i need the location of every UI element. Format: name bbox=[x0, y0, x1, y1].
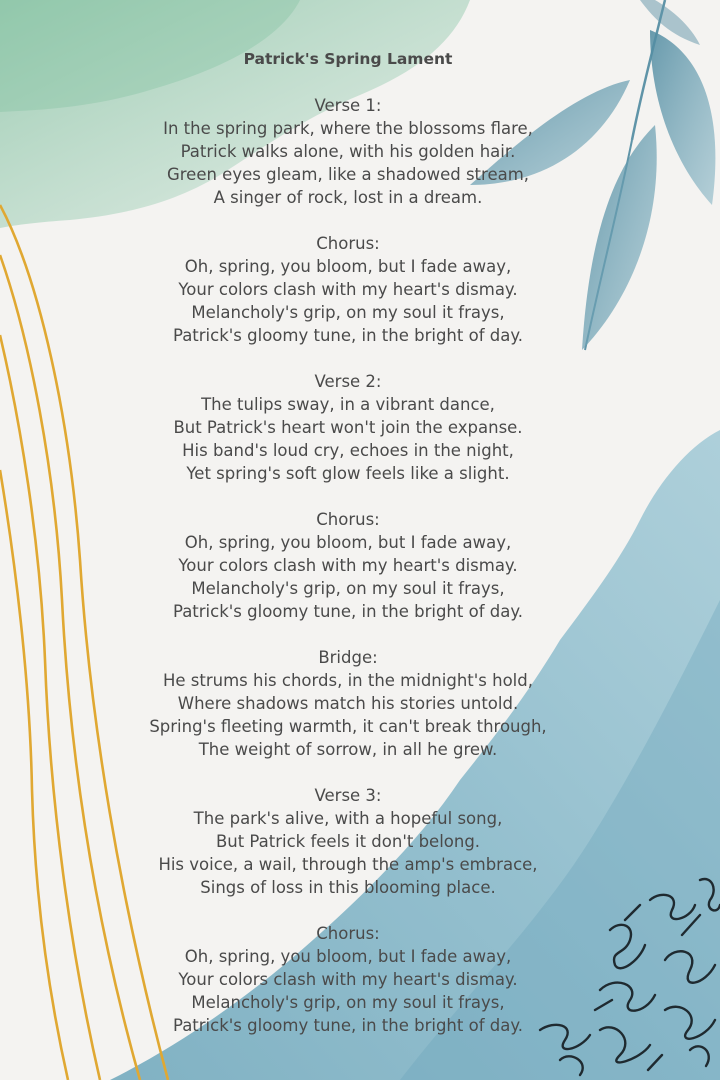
stanza-label: Chorus: bbox=[316, 234, 380, 253]
poem-line: Your colors clash with my heart's dismay. bbox=[178, 280, 518, 299]
stanza-label: Verse 3: bbox=[314, 786, 382, 805]
stanza-label: Chorus: bbox=[316, 924, 380, 943]
poem-line: The park's alive, with a hopeful song, bbox=[193, 809, 503, 828]
poem-line: The tulips sway, in a vibrant dance, bbox=[201, 395, 495, 414]
poem-line: His voice, a wail, through the amp's embrace, bbox=[158, 855, 538, 874]
stanza-label: Verse 1: bbox=[314, 96, 382, 115]
poem-line: Oh, spring, you bloom, but I fade away, bbox=[184, 257, 512, 276]
poem-line: Your colors clash with my heart's dismay. bbox=[178, 556, 518, 575]
poem-title: Patrick's Spring Lament bbox=[243, 50, 453, 68]
poem-line: Patrick's gloomy tune, in the bright of day. bbox=[172, 1016, 523, 1035]
stanza-label: Verse 2: bbox=[314, 372, 382, 391]
stanza bbox=[0, 370, 696, 485]
poem-line: Oh, spring, you bloom, but I fade away, bbox=[184, 533, 512, 552]
poem-line: In the spring park, where the blossoms flare, bbox=[163, 119, 533, 138]
poem-line: His band's loud cry, echoes in the night, bbox=[182, 441, 514, 460]
poem-line: Melancholy's grip, on my soul it frays, bbox=[191, 303, 505, 322]
poem-line: He strums his chords, in the midnight's hold, bbox=[162, 671, 533, 690]
stanza bbox=[0, 646, 696, 761]
poem-line: Melancholy's grip, on my soul it frays, bbox=[191, 579, 505, 598]
stanza bbox=[0, 508, 696, 623]
poem-line: Yet spring's soft glow feels like a slight. bbox=[186, 464, 510, 483]
poem-line: Spring's fleeting warmth, it can't break through, bbox=[149, 717, 547, 736]
poem-line: Oh, spring, you bloom, but I fade away, bbox=[184, 947, 512, 966]
stanza-label: Bridge: bbox=[318, 648, 378, 667]
poem bbox=[0, 48, 696, 1060]
stanza bbox=[0, 922, 696, 1037]
poem-line: Melancholy's grip, on my soul it frays, bbox=[191, 993, 505, 1012]
stanza bbox=[0, 232, 696, 347]
poem-line: Green eyes gleam, like a shadowed stream, bbox=[166, 165, 530, 184]
poem-line: Patrick's gloomy tune, in the bright of day. bbox=[172, 326, 523, 345]
poem-line: The weight of sorrow, in all he grew. bbox=[198, 740, 498, 759]
poem-line: Patrick walks alone, with his golden hair. bbox=[180, 142, 516, 161]
poem-line: Your colors clash with my heart's dismay. bbox=[178, 970, 518, 989]
poem-line: Sings of loss in this blooming place. bbox=[200, 878, 496, 897]
poem-line: But Patrick feels it don't belong. bbox=[215, 832, 481, 851]
poem-line: Patrick's gloomy tune, in the bright of day. bbox=[172, 602, 523, 621]
stanza bbox=[0, 784, 696, 899]
poem-line: Where shadows match his stories untold. bbox=[177, 694, 519, 713]
poem-line: A singer of rock, lost in a dream. bbox=[213, 188, 483, 207]
poem-line: But Patrick's heart won't join the expanse. bbox=[173, 418, 523, 437]
stanza-label: Chorus: bbox=[316, 510, 380, 529]
stanza bbox=[0, 94, 696, 209]
